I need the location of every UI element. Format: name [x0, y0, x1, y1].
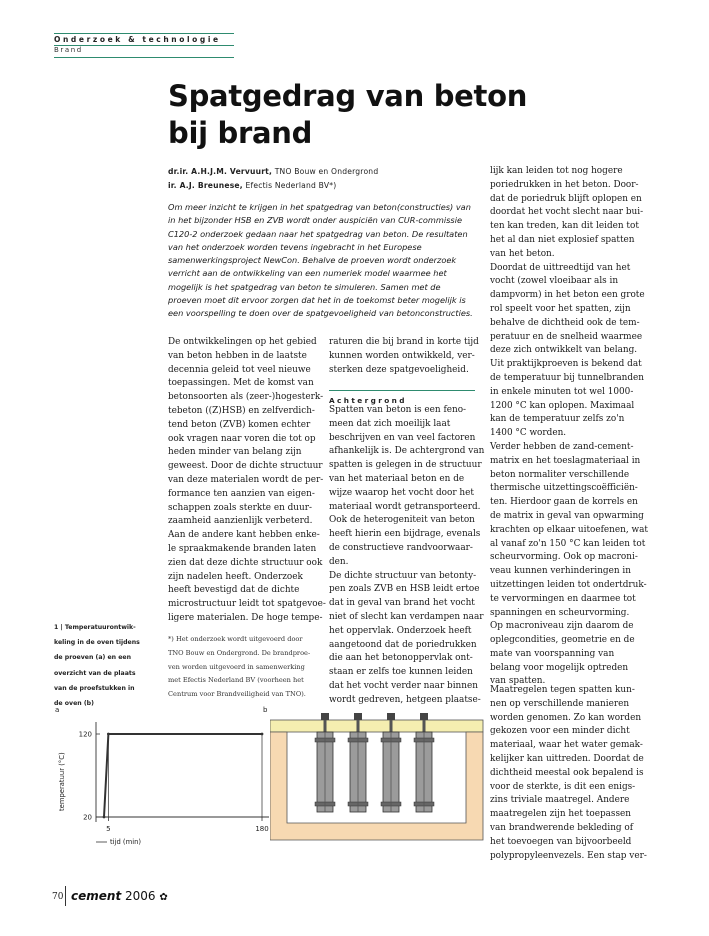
title-line-2: bij brand: [168, 116, 313, 150]
author-2-name: ir. A.J. Breunese,: [168, 181, 243, 190]
body-line: heeft hierin een bijdrage, evenals: [329, 529, 481, 540]
specimen-bolt: [354, 713, 362, 720]
body-line: nen op verschillende manieren: [490, 698, 630, 709]
body-line: Spatten van beton is een feno-: [329, 405, 467, 415]
y-axis-label: temperatuur (°C): [58, 752, 66, 811]
caption-line: keling in de oven tijdens: [54, 639, 140, 647]
magazine-name: cement: [71, 889, 122, 903]
body-line: kelijker kan uittreden. Doordat de: [490, 753, 644, 764]
magazine-footer: [71, 889, 168, 903]
caption-line: de proeven (a) en een: [54, 654, 132, 662]
series-point: [261, 733, 264, 736]
temperature-chart: [54, 712, 269, 847]
body-line: 1200 °C kan oplopen. Maximaal: [490, 400, 635, 411]
author-2: [168, 181, 336, 190]
body-line: rol speelt voor het spatten, zijn: [490, 303, 631, 314]
body-line: microstructuur leidt tot spatgevoe-: [168, 599, 326, 610]
specimen-bolt: [387, 713, 395, 720]
body-line: tebeton ((Z)HSB) en zelfverdich-: [168, 405, 315, 416]
body-line: dat de poriedruk blijft oplopen en: [490, 193, 642, 204]
body-line: uitzettingen leiden tot ondertdruk-: [490, 579, 647, 590]
body-column-2-top: [329, 336, 479, 377]
subsection-label: Brand: [54, 46, 83, 54]
body-line: De ontwikkelingen op het gebied: [168, 337, 317, 347]
section-label: Onderzoek & technologie: [54, 35, 221, 44]
body-line: Uit praktijkproeven is bekend dat: [490, 359, 642, 370]
flower-icon: ✿: [159, 892, 168, 903]
body-line: te vervormingen en daarmee tot: [490, 593, 636, 604]
body-line: matrix en het toeslagmateriaal in: [490, 455, 641, 466]
author-1-org: TNO Bouw en Ondergrond: [274, 167, 379, 176]
author-2-org: Efectis Nederland BV*): [245, 181, 337, 190]
footer-divider: [65, 886, 66, 906]
body-line: worden genomen. Zo kan worden: [490, 712, 642, 723]
body-line: staan er zelfs toe kunnen leiden: [329, 667, 473, 678]
body-line: vocht (zowel vloeibaar als in: [490, 276, 619, 287]
body-line: belang voor mogelijk optreden: [490, 662, 629, 673]
body-line: het toevoegen van bijvoorbeeld: [490, 836, 632, 847]
chart-frame: [108, 734, 262, 817]
body-line: meen dat zich moeilijk laat: [329, 418, 451, 429]
body-line: Aan de andere kant hebben enke-: [168, 530, 320, 541]
specimen-rod: [390, 720, 393, 732]
body-line: voor de sterkte, is dit een enigs-: [490, 781, 636, 792]
body-line: van deze materialen wordt de per-: [168, 474, 324, 485]
body-line: ten kan treden, kan dit leiden tot: [490, 221, 639, 232]
body-line: peratuur en de snelheid waarmee: [490, 331, 643, 342]
body-line: thermische uitzettingscoëfficiën-: [490, 483, 638, 494]
body-line: mate van voorspanning van: [490, 648, 615, 659]
header-rule-top: [54, 33, 234, 34]
body-line: dat in geval van brand het vocht: [329, 598, 475, 609]
body-line: zien dat deze dichte structuur ook: [168, 557, 323, 568]
body-line: zijn nadelen heeft. Onderzoek: [168, 571, 303, 582]
body-line: spanningen en scheurvorming.: [490, 607, 630, 618]
body-line: doordat het vocht slecht naar bui-: [490, 207, 644, 218]
body-line: afhankelijk is. De achtergrond van: [329, 446, 485, 457]
body-line: niet of slecht kan verdampen naar: [329, 611, 484, 622]
article-title: [168, 78, 528, 152]
figure-caption: [54, 620, 154, 711]
body-line: ligere materialen. De hoge tempe-: [168, 612, 323, 623]
body-line: beton normaliter verschillende: [490, 469, 630, 480]
body-line: Ook de heterogeniteit van beton: [329, 515, 475, 526]
body-line: ten. Hierdoor gaan de korrels en: [490, 497, 638, 508]
body-line: le spraakmakende branden laten: [168, 543, 317, 554]
specimen-rod: [357, 720, 360, 732]
body-line: heeft bevestigd dat de dichte: [168, 585, 300, 596]
body-line: van het beton.: [490, 248, 555, 259]
header-rule-bottom: [54, 57, 234, 58]
body-line: kan de temperatuur zelfs zo'n: [490, 414, 625, 425]
footnote-line: *) Het onderzoek wordt uitgevoerd door: [168, 635, 303, 643]
body-line: betonsoorten als (zeer-)hogesterk-: [168, 392, 324, 403]
body-line: wijze waarop het vocht door het: [329, 487, 474, 498]
body-line: die aan het betonoppervlak ont-: [329, 653, 473, 664]
oven-diagram: [270, 712, 485, 844]
body-line: zaamheid aanzienlijk verbeterd.: [168, 516, 313, 527]
specimen-rod: [324, 720, 327, 732]
body-line: veau kunnen verhinderingen in: [490, 566, 631, 577]
body-line: gekozen voor een minder dicht: [490, 726, 630, 737]
body-line: raturen die bij brand in korte tijd: [329, 337, 479, 347]
caption-line: overzicht van de plaats: [54, 669, 136, 677]
caption-line: 1 | Temperatuurontwik-: [54, 624, 136, 631]
footnote: [168, 633, 318, 702]
body-line: Doordat de uittreedtijd van het: [490, 262, 631, 273]
body-line: decennia geleid tot veel nieuwe: [168, 364, 311, 375]
section-heading-achtergrond: Achtergrond: [329, 390, 475, 405]
body-line: wordt gedreven, hetgeen plaatse-: [329, 694, 481, 705]
panel-a-label: a: [55, 706, 60, 714]
body-line: scheurvorming. Ook op macroni-: [490, 552, 638, 563]
body-line: materiaal wordt getransporteerd.: [329, 501, 481, 512]
panel-b-label: b: [263, 706, 268, 714]
body-line: al vanaf zo'n 150 °C kan leiden tot: [490, 538, 646, 549]
body-line: Op macroniveau zijn daarom de: [490, 621, 634, 632]
body-line: lijk kan leiden tot nog hogere: [490, 166, 623, 176]
body-line: toepassingen. Met de komst van: [168, 378, 314, 389]
x-tick-label: 5: [106, 825, 111, 833]
body-column-3-continued: [490, 684, 647, 863]
body-line: polypropyleenvezels. Een stap ver-: [490, 850, 647, 861]
caption-line: van de proefstukken in: [54, 684, 135, 692]
oven-lid-slab: [270, 720, 483, 732]
intro-paragraph: Om meer inzicht te krijgen in het spatgedrag van beton(constructies) van in het bijzonder HSB en ZVB wordt onder auspiciën van CUR-commissie C120-2 onderzoek gedaan naar het spatgedrag van beton. De resultaten van het onderzoek worden tevens ingebracht in het Europese samenwerkingsproject NewCon. Behalve de proeven wordt onderzoek verricht aan de ontwikkeling van een numeriek model waarmee het mogelijk is het spatgedrag van beton te simuleren. Samen met de proeven moet dit ervoor zorgen dat het in de toekomst beter mogelijk is een voorspelling te doen over de spatgevoeligheid van betonconstructies.: [168, 202, 473, 319]
body-line: geweest. Door de dichte structuur: [168, 461, 323, 472]
author-1: [168, 167, 378, 176]
title-line-1: Spatgedrag van beton: [168, 79, 528, 113]
body-line: van spatten.: [490, 676, 546, 687]
footnote-line: met Efectis Nederland BV (voorheen het: [168, 676, 304, 685]
author-1-name: dr.ir. A.H.J.M. Vervuurt,: [168, 167, 273, 176]
footnote-line: Centrum voor Brandveiligheid van TNO).: [168, 690, 306, 699]
footnote-line: ven worden uitgevoerd in samenwerking: [168, 662, 305, 671]
body-column-2: [329, 404, 484, 708]
body-line: van beton hebben in de laatste: [168, 350, 307, 361]
y-tick-label: 20: [83, 813, 92, 822]
body-line: behalve de dichtheid ook de tem-: [490, 317, 640, 328]
body-line: poriedrukken in het beton. Door-: [490, 179, 639, 190]
series-point: [103, 816, 106, 819]
series-line: [104, 734, 262, 817]
body-line: maatregelen zijn het toepassen: [490, 809, 631, 820]
body-line: deze zich ontwikkelt van belang.: [490, 345, 638, 356]
x-tick-label: 180: [255, 825, 269, 833]
body-line: de constructieve randvoorwaar-: [329, 542, 473, 553]
body-line: krachten op elkaar uitoefenen, wat: [490, 524, 648, 535]
body-line: heden minder van belang zijn: [168, 447, 302, 458]
body-line: De dichte structuur van betonty-: [329, 570, 477, 581]
specimen-bolt: [321, 713, 329, 720]
footnote-line: TNO Bouw en Ondergrond. De brandproe-: [168, 648, 311, 657]
body-line: pen zoals ZVB en HSB leidt ertoe: [329, 584, 480, 595]
body-line: oplegcondities, geometrie en de: [490, 635, 635, 646]
body-line: spatten is gelegen in de structuur: [329, 460, 482, 471]
body-line: dat het vocht verder naar binnen: [329, 680, 478, 691]
body-line: aangetoond dat de poriedrukken: [329, 639, 477, 650]
body-line: sterken deze spatgevoeligheid.: [329, 364, 469, 375]
series-point: [107, 733, 110, 736]
body-line: het oppervlak. Onderzoek heeft: [329, 625, 472, 636]
body-line: Verder hebben de zand-cement-: [490, 441, 634, 452]
body-line: het al dan niet explosief spatten: [490, 234, 635, 245]
caption-line: de oven (b): [54, 700, 94, 708]
magazine-year: 2006: [125, 889, 156, 903]
body-line: beschrijven en van veel factoren: [329, 432, 476, 443]
body-line: den.: [329, 556, 349, 567]
body-line: formance ten aanzien van eigen-: [168, 488, 315, 499]
body-line: materiaal, waar het water gemak-: [490, 740, 643, 751]
page-number: 70: [52, 892, 64, 902]
body-line: in enkele minuten tot wel 1000-: [490, 386, 634, 397]
body-line: de matrix in geval van opwarming: [490, 510, 644, 521]
body-line: 1400 °C worden.: [490, 428, 567, 439]
chart-plot-area: [58, 722, 269, 846]
x-axis-label: tijd (min): [110, 838, 142, 846]
oven-wall: [270, 732, 483, 840]
body-line: kunnen worden ontwikkeld, ver-: [329, 350, 475, 361]
body-line: ook vragen naar voren die tot op: [168, 433, 316, 444]
body-column-3: [490, 165, 648, 689]
body-column-1: [168, 336, 326, 626]
body-line: van het materiaal beton en de: [329, 473, 465, 484]
specimen-bolt: [420, 713, 428, 720]
body-line: dampvorm) in het beton een grote: [490, 290, 645, 301]
body-line: dichtheid meestal ook bepalend is: [490, 767, 644, 778]
body-line: Maatregelen tegen spatten kun-: [490, 685, 635, 695]
body-line: de temperatuur bij tunnelbranden: [490, 372, 644, 383]
body-line: van brandwerende bekleding of: [490, 822, 634, 833]
body-line: zins triviale maatregel. Andere: [490, 795, 630, 806]
specimen-rod: [423, 720, 426, 732]
body-line: tend beton (ZVB) komen echter: [168, 419, 311, 430]
y-tick-label: 120: [78, 730, 92, 739]
body-line: schappen zoals sterkte en duur-: [168, 502, 312, 513]
